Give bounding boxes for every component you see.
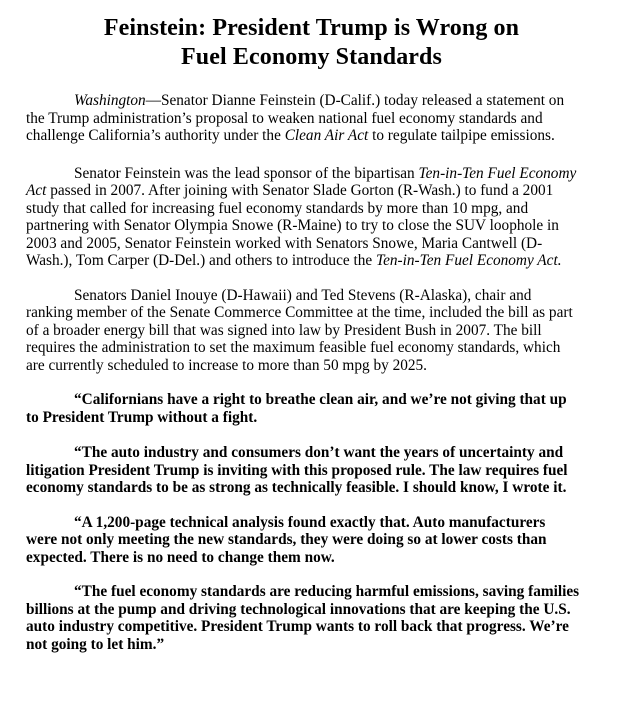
quote-line: “The fuel economy standards are reducing harmful emissions, saving families <box>74 583 580 600</box>
page-title <box>26 14 597 72</box>
quote-paragraph <box>26 514 597 567</box>
paragraph-line: are currently scheduled to increase to more than 50 mpg by 2025. <box>26 356 427 374</box>
quote-paragraph <box>26 583 597 653</box>
title-line-1: Feinstein: President Trump is Wrong on <box>103 15 520 41</box>
paragraph-line: Washington—Senator Dianne Feinstein (D-Calif.) today released a statement on <box>74 92 565 109</box>
bill-name: Ten-in-Ten Fuel Economy <box>418 164 577 182</box>
paragraph-background <box>26 165 597 270</box>
paragraph-line: Senators Daniel Inouye (D-Hawaii) and Ted Stevens (R-Alaska), chair and <box>74 286 532 304</box>
quote-line: were not only meeting the new standards, they were doing so at lower costs than <box>26 531 547 548</box>
quote-line: not going to let him.” <box>26 635 165 653</box>
paragraph-legislation <box>26 287 597 375</box>
paragraph-line: Senator Feinstein was the lead sponsor of the bipartisan Ten-in-Ten Fuel Economy <box>74 164 577 182</box>
quote-line: billions at the pump and driving technological innovations that are keeping the U.S. <box>26 600 571 618</box>
act-name: Clean Air Act <box>284 127 369 144</box>
quote-line: litigation President Trump is inviting with this proposed rule. The law requires fuel <box>26 461 568 479</box>
paragraph-line: ranking member of the Senate Commerce Committee at the time, included the bill as part <box>26 304 573 321</box>
quote-line: “A 1,200-page technical analysis found exactly that. Auto manufacturers <box>74 513 546 531</box>
quote-line: “The auto industry and consumers don’t want the years of uncertainty and <box>74 444 564 461</box>
paragraph-intro <box>26 92 597 145</box>
quote-line: economy standards to be as strong as technically feasible. I should know, I wrote it. <box>26 479 567 496</box>
quote-line: to President Trump without a fight. <box>26 408 258 426</box>
quote-line: auto industry competitive. President Trump wants to roll back that progress. We’re <box>26 618 569 635</box>
paragraph-line: Wash.), Tom Carper (D-Del.) and others to introduce the Ten-in-Ten Fuel Economy Act. <box>26 252 562 269</box>
quote-paragraph <box>26 444 597 497</box>
paragraph-line: Act passed in 2007. After joining with Senator Slade Gorton (R-Wash.) to fund a 2001 <box>26 182 554 199</box>
paragraph-line: the Trump administration’s proposal to weaken national fuel economy standards and <box>26 109 543 127</box>
paragraph-line: study that called for increasing fuel economy standards by more than 10 mpg, and <box>26 199 529 217</box>
dateline: Washington <box>74 92 146 109</box>
paragraph-line: requires the administration to set the maximum feasible fuel economy standards, which <box>26 339 561 356</box>
title-line-2: Fuel Economy Standards <box>181 44 442 70</box>
quote-line: expected. There is no need to change them now. <box>26 548 335 566</box>
quote-paragraph <box>26 391 597 426</box>
paragraph-line: of a broader energy bill that was signed into law by President Bush in 2007. The bill <box>26 321 542 339</box>
bill-name: Ten-in-Ten Fuel Economy Act. <box>376 252 562 269</box>
bill-name: Act <box>26 182 47 199</box>
quote-line: “Californians have a right to breathe clean air, and we’re not giving that up <box>74 391 567 408</box>
paragraph-line: partnering with Senator Olympia Snowe (R-Maine) to try to close the SUV loophole in <box>26 217 559 234</box>
press-release-page <box>0 14 621 723</box>
paragraph-line: challenge California’s authority under the Clean Air Act to regulate tailpipe emissions. <box>26 127 555 144</box>
paragraph-line: 2003 and 2005, Senator Feinstein worked with Senators Snowe, Maria Cantwell (D- <box>26 234 543 252</box>
